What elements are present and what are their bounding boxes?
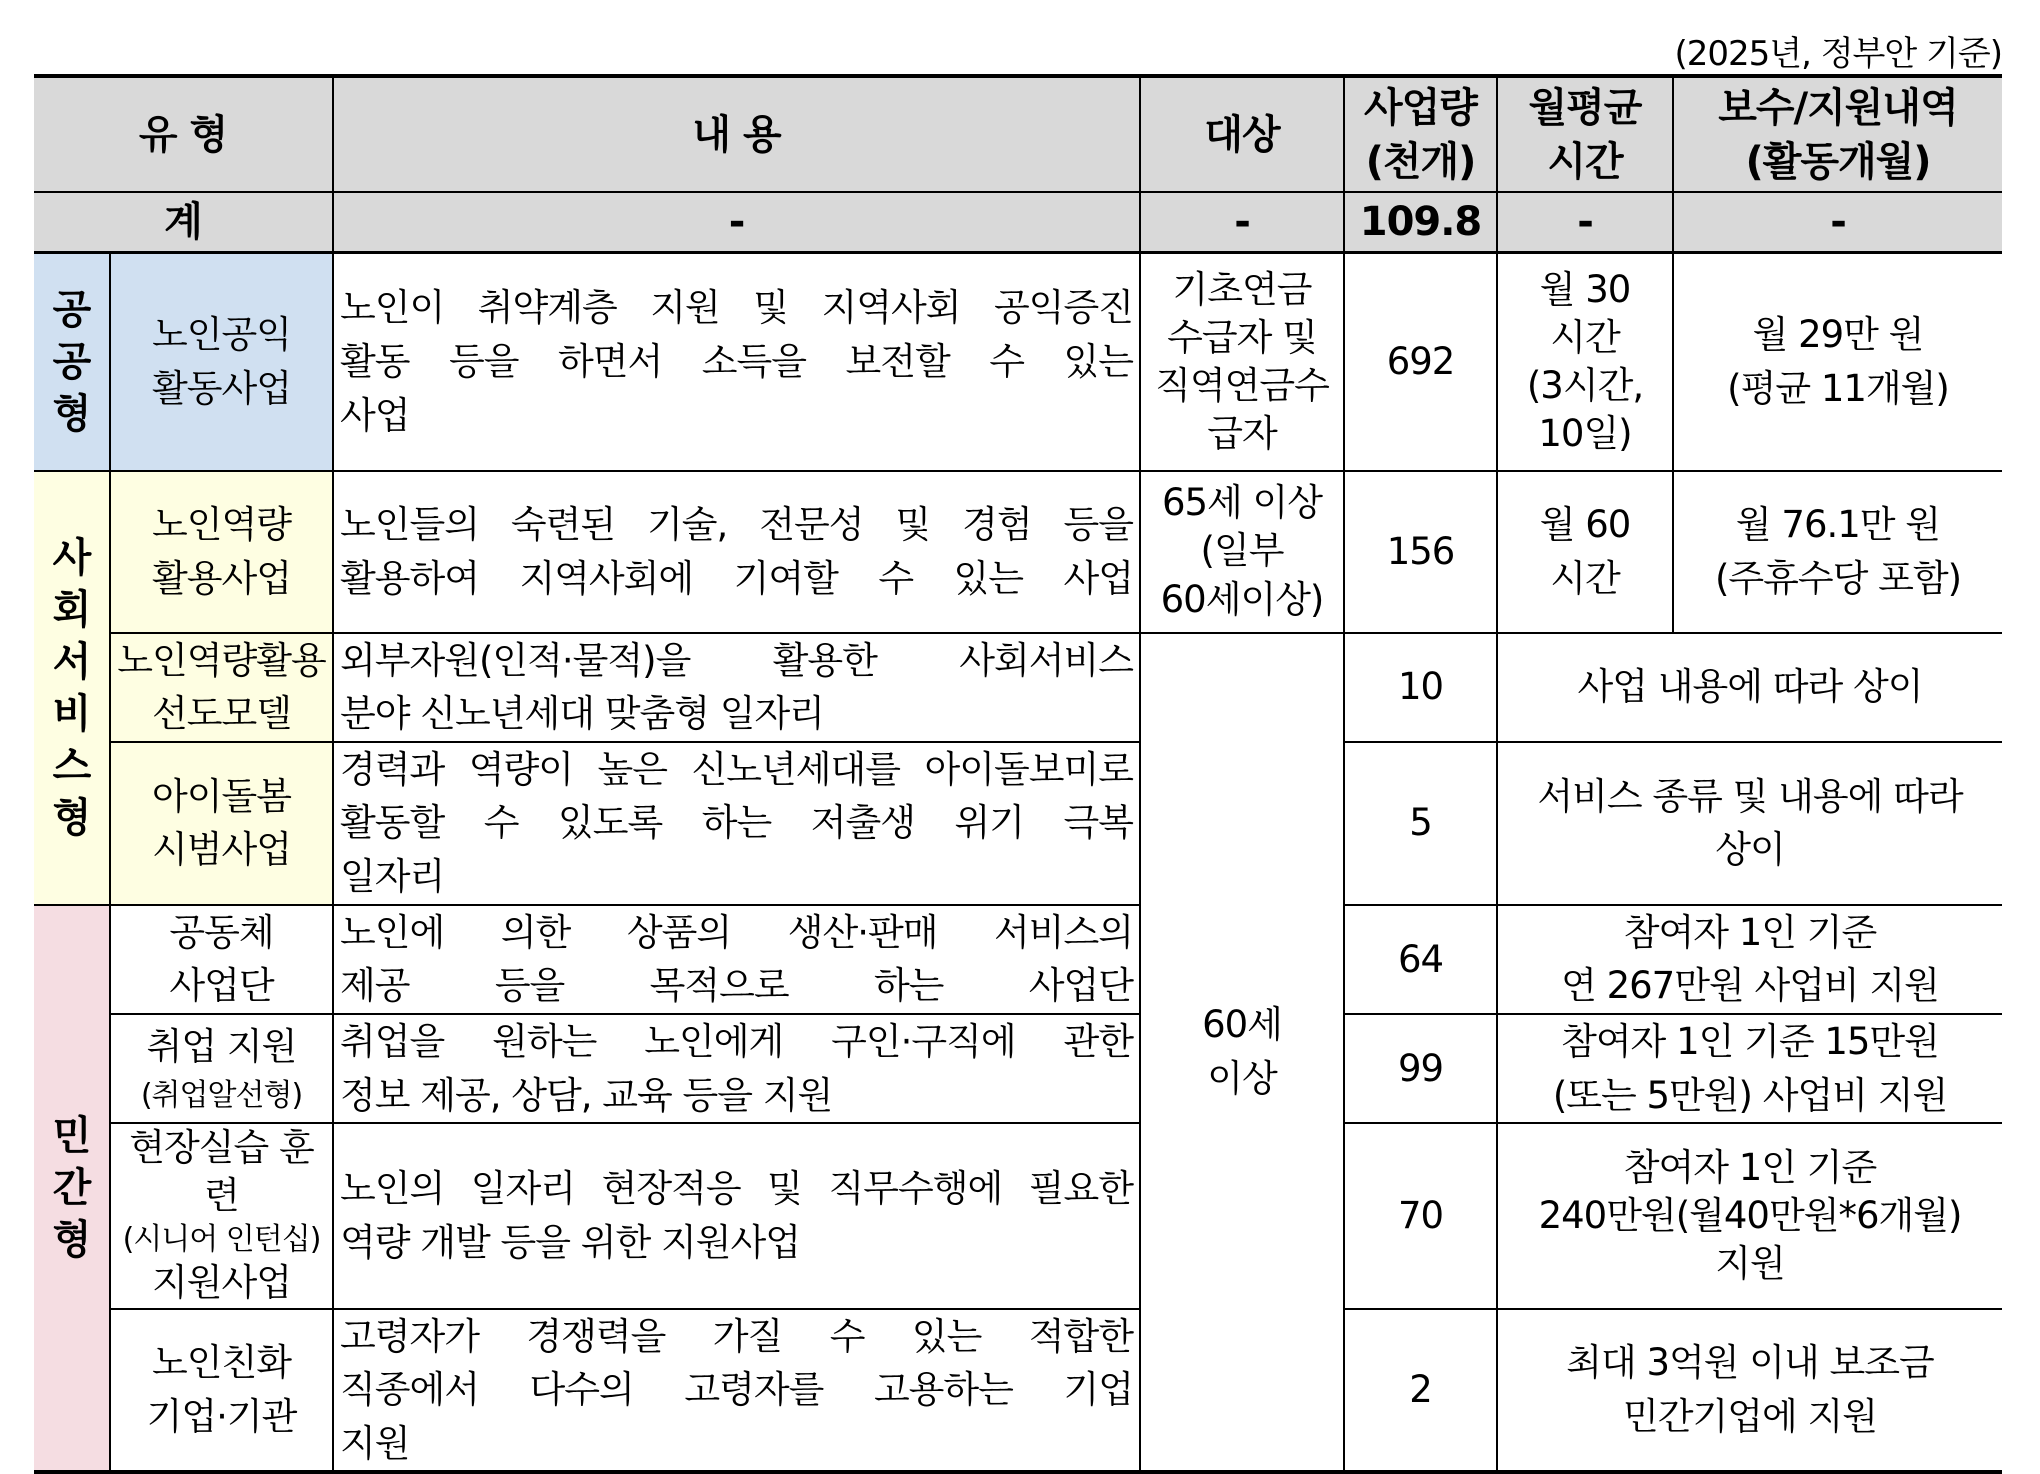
program-description: 고령자가 경쟁력을 가질 수 있는 적합한 직종에서 다수의 고령자를 고용하는 기업 지원 xyxy=(333,1309,1140,1473)
table-row xyxy=(34,905,2002,1014)
header-type: 유 형 xyxy=(34,76,333,192)
total-content: - xyxy=(333,192,1140,253)
category-social: 사 회 서 비 스 형 xyxy=(34,471,110,905)
program-pay: 참여자 1인 기준 연 267만원 사업비 지원 xyxy=(1497,905,2002,1014)
program-pay: 서비스 종류 및 내용에 따라 상이 xyxy=(1497,742,2002,905)
program-amount: 5 xyxy=(1344,742,1497,905)
category-public: 공 공 형 xyxy=(34,253,110,471)
total-row xyxy=(34,192,2002,253)
program-pay: 참여자 1인 기준 15만원 (또는 5만원) 사업비 지원 xyxy=(1497,1014,2002,1123)
program-name: 노인공익 활동사업 xyxy=(110,253,333,471)
program-amount: 2 xyxy=(1344,1309,1497,1473)
program-description: 노인들의 숙련된 기술, 전문성 및 경험 등을 활용하여 지역사회에 기여할 수 있는 사업 xyxy=(333,471,1140,633)
program-name: 노인친화 기업·기관 xyxy=(110,1309,333,1473)
total-label: 계 xyxy=(34,192,333,253)
total-pay: - xyxy=(1673,192,2002,253)
program-amount: 156 xyxy=(1344,471,1497,633)
program-description: 노인이 취약계층 지원 및 지역사회 공익증진 활동 등을 하면서 소득을 보전할 수 있는 사업 xyxy=(333,253,1140,471)
header-pay: 보수/지원내역 (활동개월) xyxy=(1673,76,2002,192)
basis-note: (2025년, 정부안 기준) xyxy=(1674,34,2002,74)
program-name: 현장실습 훈련 (시니어 인턴십) 지원사업 xyxy=(110,1123,333,1308)
program-pay: 참여자 1인 기준 240만원(월40만원*6개월) 지원 xyxy=(1497,1123,2002,1308)
total-target: - xyxy=(1140,192,1344,253)
program-description: 노인의 일자리 현장적응 및 직무수행에 필요한 역량 개발 등을 위한 지원사업 xyxy=(333,1123,1140,1308)
table-row xyxy=(34,742,2002,905)
program-pay: 월 29만 원 (평균 11개월) xyxy=(1673,253,2002,471)
program-description: 외부자원(인적·물적)을 활용한 사회서비스 분야 신노년세대 맞춤형 일자리 xyxy=(333,633,1140,742)
table-row xyxy=(34,253,2002,471)
table-row xyxy=(34,471,2002,633)
table-row xyxy=(34,1014,2002,1123)
header-target: 대상 xyxy=(1140,76,1344,192)
program-description: 취업을 원하는 노인에게 구인·구직에 관한 정보 제공, 상담, 교육 등을 지원 xyxy=(333,1014,1140,1123)
program-amount: 70 xyxy=(1344,1123,1497,1308)
program-description: 노인에 의한 상품의 생산·판매 서비스의 제공 등을 목적으로 하는 사업단 xyxy=(333,905,1140,1014)
program-hours: 월 60 시간 xyxy=(1497,471,1673,633)
program-pay: 최대 3억원 이내 보조금 민간기업에 지원 xyxy=(1497,1309,2002,1473)
program-target: 기초연금 수급자 및 직역연금수 급자 xyxy=(1140,253,1344,471)
program-amount: 692 xyxy=(1344,253,1497,471)
program-amount: 99 xyxy=(1344,1014,1497,1123)
category-private: 민 간 형 xyxy=(34,905,110,1473)
program-pay: 월 76.1만 원 (주휴수당 포함) xyxy=(1673,471,2002,633)
header-amount: 사업량 (천개) xyxy=(1344,76,1497,192)
senior-job-program-table xyxy=(34,74,2002,1474)
program-pay: 사업 내용에 따라 상이 xyxy=(1497,633,2002,742)
program-amount: 64 xyxy=(1344,905,1497,1014)
program-name: 공동체 사업단 xyxy=(110,905,333,1014)
program-amount: 10 xyxy=(1344,633,1497,742)
table-row xyxy=(34,1309,2002,1473)
table-row xyxy=(34,1123,2002,1308)
shared-target: 60세 이상 xyxy=(1140,633,1344,1473)
program-name: 아이돌봄 시범사업 xyxy=(110,742,333,905)
total-amount: 109.8 xyxy=(1344,192,1497,253)
program-name: 취업 지원 (취업알선형) xyxy=(110,1014,333,1123)
header-hours: 월평균 시간 xyxy=(1497,76,1673,192)
program-description: 경력과 역량이 높은 신노년세대를 아이돌보미로 활동할 수 있도록 하는 저출생 위기 극복 일자리 xyxy=(333,742,1140,905)
header-row xyxy=(34,76,2002,192)
total-hours: - xyxy=(1497,192,1673,253)
table-row xyxy=(34,633,2002,742)
header-content: 내 용 xyxy=(333,76,1140,192)
program-target: 65세 이상 (일부 60세이상) xyxy=(1140,471,1344,633)
program-hours: 월 30 시간 (3시간, 10일) xyxy=(1497,253,1673,471)
program-name: 노인역량활용 선도모델 xyxy=(110,633,333,742)
program-name: 노인역량 활용사업 xyxy=(110,471,333,633)
